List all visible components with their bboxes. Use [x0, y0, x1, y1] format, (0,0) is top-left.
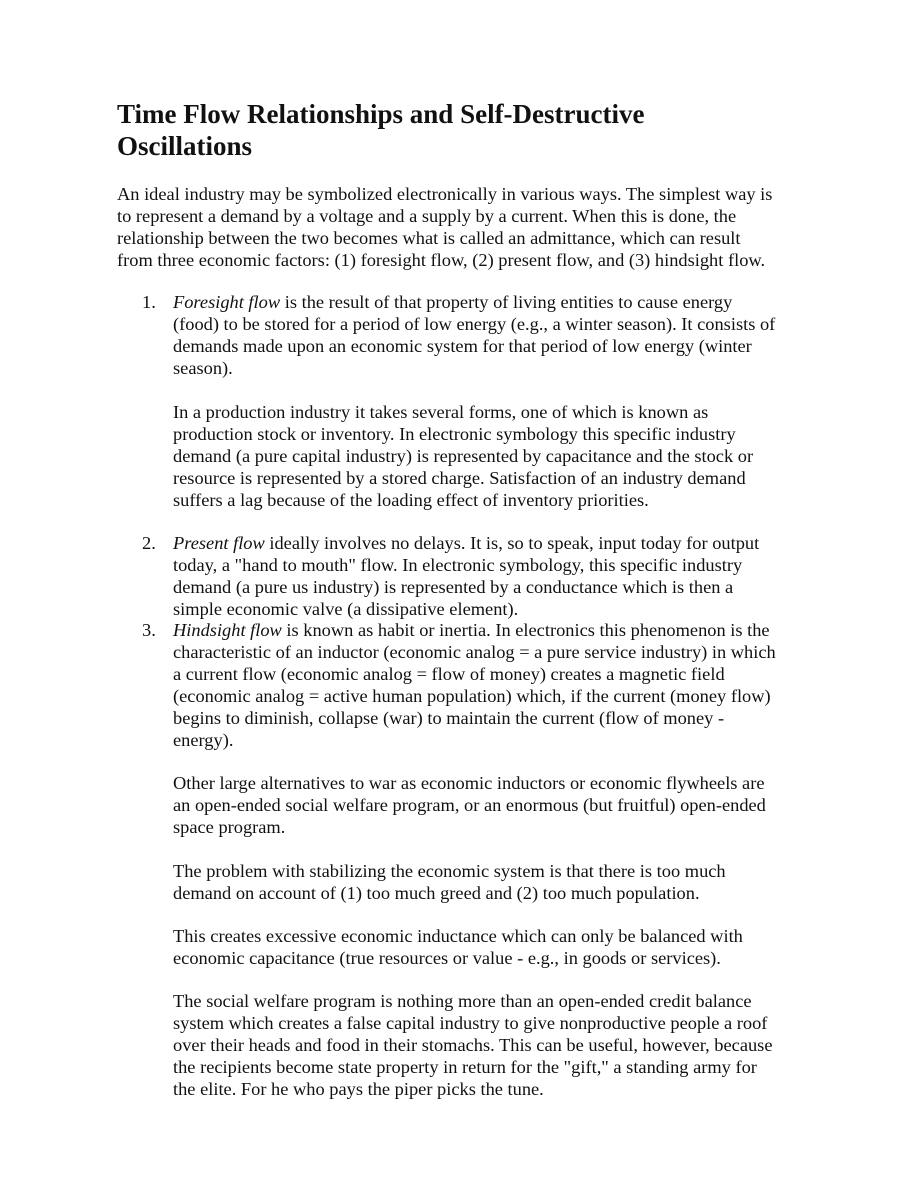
text-line: (food) to be stored for a period of low energy (e.g., a winter season). It consists of — [173, 314, 776, 334]
text-line: suffers a lag because of the loading effect of inventory priorities. — [173, 490, 649, 510]
text-line — [173, 619, 776, 641]
text-line: demands made upon an economic system for that period of low energy (winter — [173, 336, 752, 356]
text-line: Other large alternatives to war as economic inductors or economic flywheels are — [173, 773, 765, 793]
text-line: The problem with stabilizing the economic system is that there is too much — [173, 861, 726, 881]
text-line — [173, 291, 775, 313]
list-number: 2. — [142, 533, 156, 553]
text-line: demand (a pure capital industry) is represented by capacitance and the stock or — [173, 446, 754, 466]
list-item-foresight-flow — [173, 291, 775, 379]
title-line: Time Flow Relationships and Self-Destructive — [117, 99, 645, 129]
sub-paragraph — [173, 990, 773, 1100]
title-line: Oscillations — [117, 131, 253, 161]
text-line: the recipients become state property in return for the "gift," a standing army for — [173, 1057, 757, 1077]
list-number: 1. — [142, 292, 156, 312]
text-fragment: ideally involves no delays. It is, so to speak, input today for output — [264, 533, 760, 553]
text-line: The social welfare program is nothing more than an open-ended credit balance — [173, 991, 752, 1011]
text-line: from three economic factors: (1) foresight flow, (2) present flow, and (3) hindsight flow. — [117, 250, 766, 270]
list-item-present-flow — [173, 532, 759, 620]
text-line: begins to diminish, collapse (war) to maintain the current (flow of money - — [173, 708, 725, 728]
text-line: characteristic of an inductor (economic analog = a pure service industry) in which — [173, 642, 776, 662]
text-line: This creates excessive economic inductance which can only be balanced with — [173, 926, 743, 946]
term-hindsight-flow: Hindsight flow — [173, 620, 282, 640]
text-fragment: is the result of that property of living entities to cause energy — [280, 292, 733, 312]
sub-paragraph — [173, 772, 766, 838]
sub-paragraph — [173, 925, 743, 969]
text-line: demand (a pure us industry) is represented by a conductance which is then a — [173, 577, 734, 597]
text-line: season). — [173, 358, 233, 378]
term-present-flow: Present flow — [173, 533, 265, 553]
intro-paragraph — [117, 183, 772, 271]
text-line: production stock or inventory. In electronic symbology this specific industry — [173, 424, 736, 444]
term-foresight-flow: Foresight flow — [173, 292, 281, 312]
text-line: economic capacitance (true resources or value - e.g., in goods or services). — [173, 948, 721, 968]
text-line: the elite. For he who pays the piper picks the tune. — [173, 1079, 544, 1099]
text-line: an open-ended social welfare program, or an enormous (but fruitful) open-ended — [173, 795, 766, 815]
text-line: over their heads and food in their stomachs. This can be useful, however, because — [173, 1035, 773, 1055]
text-line: a current flow (economic analog = flow of money) creates a magnetic field — [173, 664, 725, 684]
sub-paragraph — [173, 401, 753, 511]
list-item-hindsight-flow — [173, 619, 776, 751]
text-line: In a production industry it takes several forms, one of which is known as — [173, 402, 709, 422]
text-line: resource is represented by a stored charge. Satisfaction of an industry demand — [173, 468, 746, 488]
text-line: An ideal industry may be symbolized electronically in various ways. The simplest way is — [117, 184, 773, 204]
text-line: (economic analog = active human population) which, if the current (money flow) — [173, 686, 771, 706]
text-fragment: is known as habit or inertia. In electronics this phenomenon is the — [281, 620, 770, 640]
text-line: to represent a demand by a voltage and a supply by a current. When this is done, the — [117, 206, 737, 226]
text-line: today, a "hand to mouth" flow. In electronic symbology, this specific industry — [173, 555, 743, 575]
text-line: energy). — [173, 730, 234, 750]
text-line: simple economic valve (a dissipative element). — [173, 599, 519, 619]
text-line: demand on account of (1) too much greed and (2) too much population. — [173, 883, 700, 903]
text-line: relationship between the two becomes what is called an admittance, which can result — [117, 228, 741, 248]
list-number: 3. — [142, 620, 156, 640]
sub-paragraph — [173, 860, 726, 904]
text-line — [173, 532, 759, 554]
page-title — [117, 98, 757, 162]
text-line: system which creates a false capital industry to give nonproductive people a roof — [173, 1013, 768, 1033]
text-line: space program. — [173, 817, 286, 837]
